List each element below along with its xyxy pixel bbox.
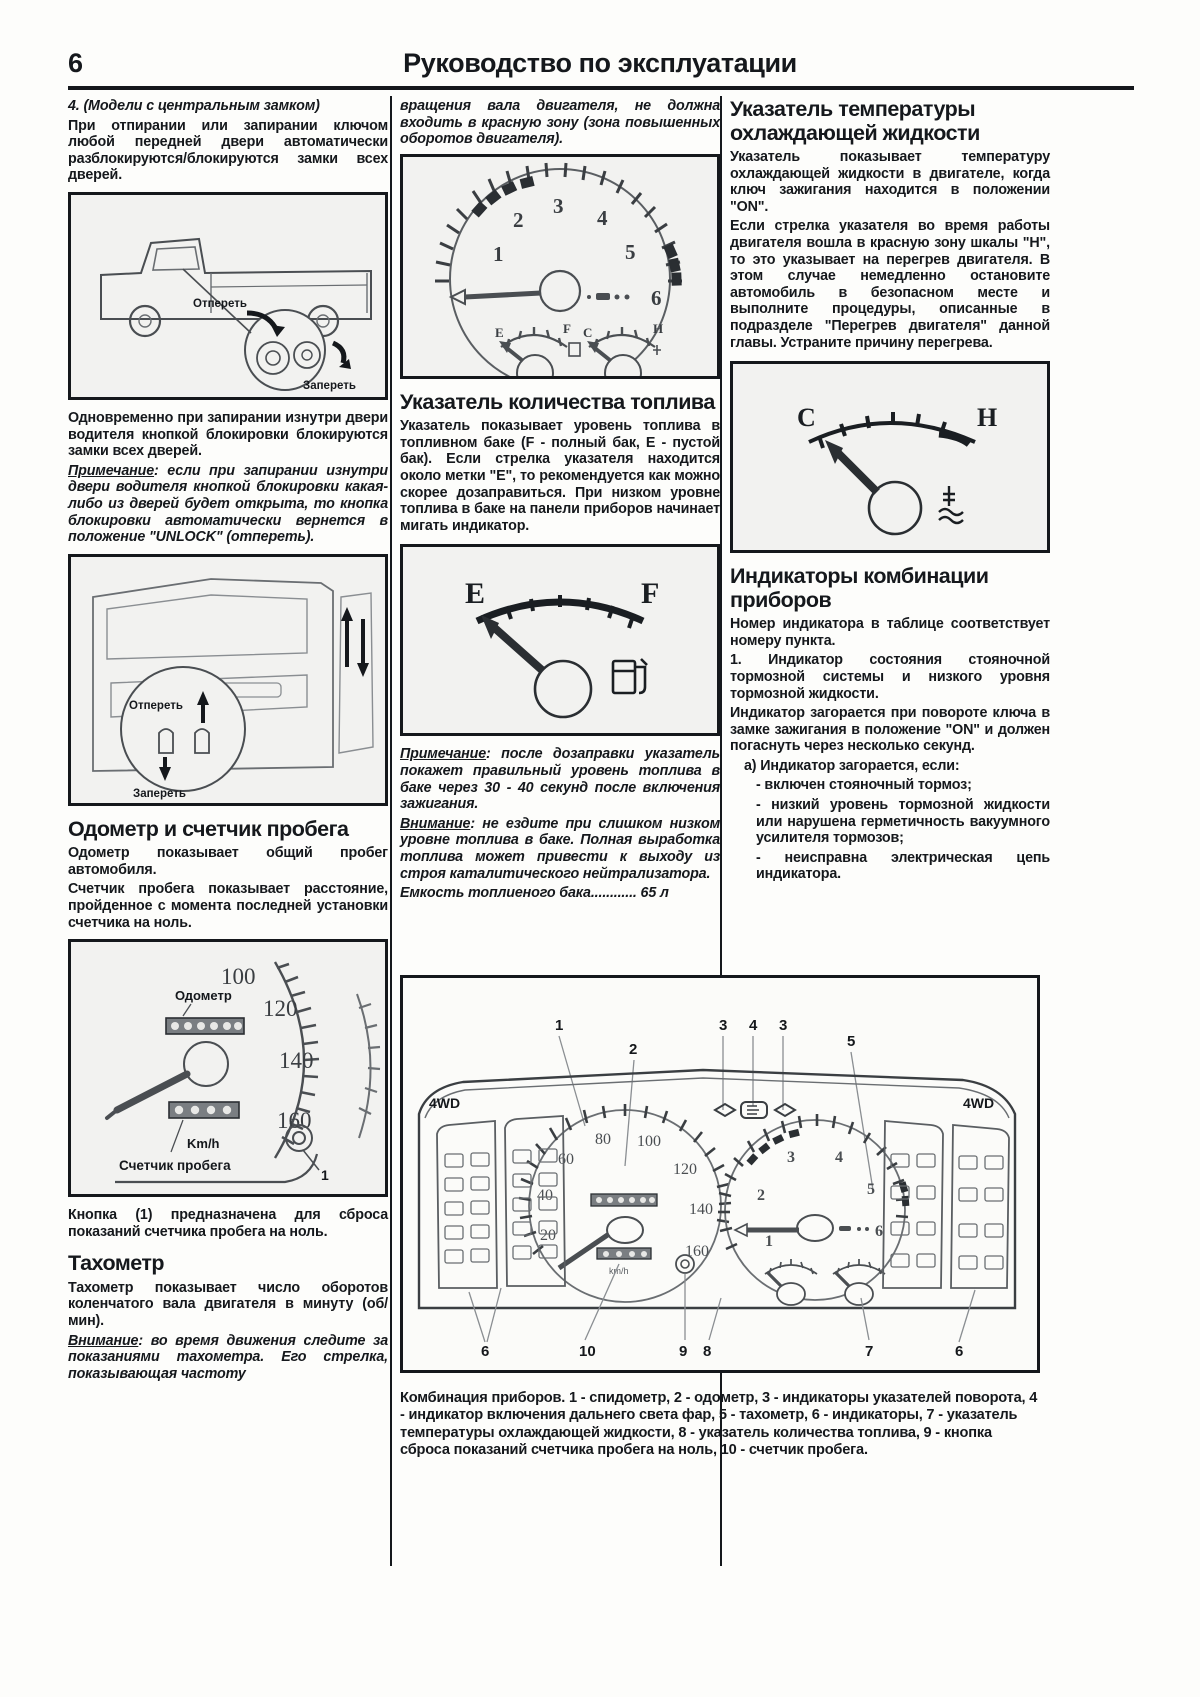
fuel-label-e: E [495, 324, 504, 340]
col3-paragraph-5: Индикатор загорается при повороте ключа в замке зажигания в положение "ON" и должен погаснуть через несколько секунд. [730, 705, 1050, 755]
header-divider [68, 86, 1134, 90]
callout-top-3b: 3 [779, 1017, 788, 1034]
col3-paragraph-3: Номер индикатора в таблице соответствует номеру пункта. [730, 616, 1050, 649]
tacho-tick-6: 6 [875, 1223, 883, 1240]
col1-paragraph-6: Тахометр показывает число оборотов коленчатого вала двигателя в минуту (об/мин). [68, 1279, 388, 1330]
col3-paragraph-2: Если стрелка указателя во время работы двигателя вошла в красную зону шкалы "H", то это указывает на перегрев двигателя. В этом случае немедленно остановите автомобиль в безопасном месте и выполните процедуры, описанные в подразделе "Перегрев двигателя" данной главы. Устраните причину перегрева. [730, 218, 1050, 351]
col3-paragraph-6: а) Индикатор загорается, если: [744, 757, 960, 774]
fuel-label-f: F [641, 577, 660, 611]
fuel-label-e: E [465, 577, 486, 611]
warning-label: Внимание [68, 1332, 139, 1349]
speedo-unit-label: km/h [609, 1266, 629, 1276]
col1-note [68, 463, 388, 546]
badge-4wd-right: 4WD [963, 1095, 995, 1111]
speedo-tick-120: 120 [673, 1161, 697, 1178]
callout-bottom-6a: 6 [481, 1343, 490, 1360]
column-three [730, 98, 1050, 886]
label-kmh: Km/h [187, 1136, 220, 1152]
tick-120: 120 [263, 996, 298, 1022]
coolant-gauge-illustration [733, 364, 1047, 550]
speedo-tick-160: 160 [685, 1243, 709, 1260]
page-title: Руководство по эксплуатации [403, 48, 797, 78]
truck-lock-illustration [71, 195, 385, 397]
figure-fuel-gauge [400, 544, 720, 736]
label-trip-counter: Счетчик пробега [119, 1158, 231, 1174]
heading-odometer: Одометр и счетчик пробега [68, 816, 349, 841]
col1-paragraph-3: Одометр показывает общий пробег автомобиля. [68, 845, 388, 878]
callout-top-1: 1 [555, 1017, 564, 1034]
badge-4wd-left: 4WD [429, 1095, 461, 1111]
tick-140: 140 [279, 1048, 314, 1074]
col1-paragraph-4: Счетчик пробега показывает расстояние, пройденное с момента последней установки счетчика на ноль. [68, 881, 388, 931]
temp-label-h: H [977, 403, 998, 433]
tacho-tick-1: 1 [493, 241, 504, 266]
col1-item-heading: 4. (Модели с центральным замком) [68, 98, 320, 114]
column-one [68, 98, 388, 1385]
col1-paragraph-2: Одновременно при запирании изнутри двери водителя кнопкой блокировки блокируются замки всех дверей. [68, 409, 388, 460]
figure-door-lock-truck [68, 192, 388, 400]
label-odometer: Одометр [175, 988, 232, 1004]
col3-bullet-2: - низкий уровень тормозной жидкости или нарушена герметичность вакуумного усилителя тормозов; [756, 797, 1050, 847]
col3-bullet-3: - неисправна электрическая цепь индикатора. [756, 849, 1050, 883]
tacho-tick-5: 5 [867, 1181, 875, 1198]
col2-capacity: Емкость топлиеного бака............ 65 л [400, 885, 669, 902]
temp-label-c: C [583, 324, 593, 340]
callout-bottom-7: 7 [865, 1343, 874, 1360]
callout-top-3a: 3 [719, 1017, 728, 1034]
col1-paragraph-5: Кнопка (1) предназначена для сброса показаний счетчика пробега на ноль. [68, 1207, 388, 1240]
speedo-tick-100: 100 [637, 1133, 661, 1150]
tacho-tick-3: 3 [553, 193, 564, 218]
label-lock: Запереть [303, 379, 356, 392]
heading-fuel-gauge: Указатель количества топлива [400, 389, 715, 414]
label-unlock: Отпереть [193, 297, 247, 310]
tacho-tick-4: 4 [835, 1149, 843, 1166]
column-two [400, 98, 720, 905]
door-interior-illustration [71, 557, 385, 803]
label-unlock: Отпереть [129, 699, 183, 712]
col2-paragraph-1: вращения вала двигателя, не должна входить в красную зону (зона повышенных оборотов двигателя). [400, 98, 720, 148]
callout-top-2: 2 [629, 1041, 638, 1058]
col2-note [400, 746, 720, 812]
page-header [68, 48, 1132, 88]
col3-paragraph-4: 1. Индикатор состояния стояночной тормозной системы и низкого уровня тормозной жидкости. [730, 652, 1050, 702]
figure-instrument-cluster [400, 975, 1040, 1373]
odometer-illustration [71, 942, 385, 1194]
temp-label-h: H [653, 320, 664, 336]
tacho-tick-2: 2 [757, 1187, 765, 1204]
callout-top-4: 4 [749, 1017, 758, 1034]
heading-coolant-temp: Указатель температуры охлаждающей жидкости [730, 97, 980, 145]
col3-bullet-1: - включен стояночный тормоз; [756, 777, 972, 794]
figure-odometer [68, 939, 388, 1197]
tick-160: 160 [277, 1108, 312, 1134]
col1-paragraph-1: При отпирании или запирании ключом любой передней двери автоматически разблокируются/блокируются замки всех дверей. [68, 117, 388, 184]
tacho-tick-1: 1 [765, 1233, 773, 1250]
figure-caption: Комбинация приборов. 1 - спидометр, 2 - одометр, 3 - индикаторы указателей поворота, 4 - индикатор включения дальнего света фар, 5 - тахометр, 6 - индикаторы, 7 - указатель температуры охлаждающей жидкости, 8 - указатель количества топлива, 9 - кнопка сброса показаний счетчика пробега на ноль, 10 - счетчик пробега. [400, 1390, 1038, 1459]
tacho-tick-2: 2 [513, 207, 524, 232]
fuel-gauge-illustration [403, 547, 717, 733]
warning-label: Внимание [400, 815, 471, 832]
figure-coolant-gauge [730, 361, 1050, 553]
col1-warning [68, 1333, 388, 1383]
heading-cluster-indicators: Индикаторы комбинации приборов [730, 564, 989, 612]
figure-tachometer [400, 154, 720, 379]
callout-bottom-10: 10 [579, 1343, 596, 1360]
tachometer-illustration [403, 157, 717, 376]
callout-1: 1 [321, 1167, 329, 1184]
warning-text: : не ездите при слишком низком уровне топлива в баке. Полная выработка топлива может привести к выходу из строя каталитического нейтрализатора. [400, 815, 720, 882]
note-label: Примечание [68, 462, 155, 479]
fuel-label-f: F [563, 320, 571, 336]
callout-bottom-6b: 6 [955, 1343, 964, 1360]
note-text: : после дозаправки указатель покажет правильный уровень топлива в баке через 30 - 40 секунд после включения зажигания. [400, 746, 720, 813]
speedo-tick-60: 60 [558, 1151, 574, 1168]
note-text: : если при запирании изнутри двери водителя кнопкой блокировки какая-либо из дверей будет открыта, то кнопка блокировки автоматически вернется в положение "UNLOCK" (отпереть). [68, 462, 388, 546]
page-number: 6 [68, 48, 83, 78]
instrument-cluster-illustration [403, 978, 1037, 1370]
callout-bottom-9: 9 [679, 1343, 688, 1360]
heading-tachometer: Тахометр [68, 1251, 165, 1276]
col3-paragraph-1: Указатель показывает температуру охлаждающей жидкости в двигателе, когда ключ зажигания находится в положении "ON". [730, 149, 1050, 215]
speedo-tick-140: 140 [689, 1201, 713, 1218]
callout-top-5: 5 [847, 1033, 856, 1050]
speedo-tick-40: 40 [537, 1187, 553, 1204]
speedo-tick-20: 20 [540, 1227, 556, 1244]
note-label: Примечание [400, 746, 487, 763]
tacho-tick-3: 3 [787, 1149, 795, 1166]
callout-bottom-8: 8 [703, 1343, 712, 1360]
col2-warning [400, 816, 720, 882]
temp-label-c: C [797, 403, 816, 433]
column-divider-left [390, 96, 392, 1566]
speedo-tick-80: 80 [595, 1131, 611, 1148]
tick-100: 100 [221, 964, 256, 990]
figure-door-lock-knob [68, 554, 388, 806]
label-lock: Запереть [133, 787, 186, 800]
tacho-tick-4: 4 [597, 205, 608, 230]
tacho-tick-5: 5 [625, 239, 636, 264]
warning-text: : во время движения следите за показаниями тахометра. Его стрелка, показывающая частоту [68, 1332, 388, 1382]
tacho-tick-6: 6 [651, 285, 662, 310]
col2-paragraph-2: Указатель показывает уровень топлива в топливном баке (F - полный бак, E - пустой бак). Если стрелка указателя находится около метки "E", то рекомендуется как можно скорее дозаправиться. При низком уровне топлива в баке на панели приборов начинает мигать индикатор. [400, 418, 720, 534]
